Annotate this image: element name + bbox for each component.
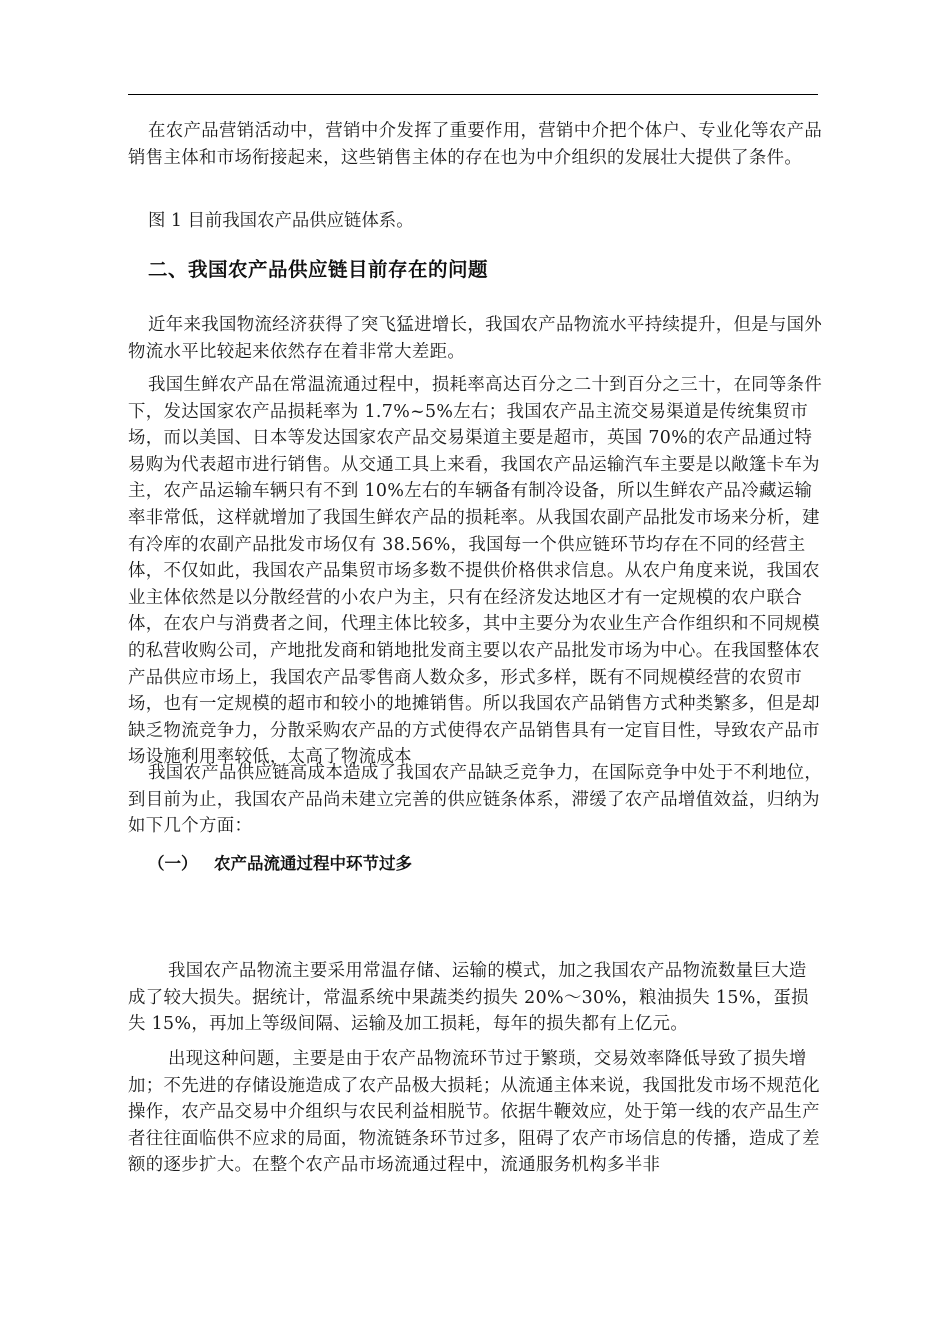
paragraph-1: 近年来我国物流经济获得了突飞猛进增长，我国农产品物流水平持续提升，但是与国外物流水平比较起来依然存在着非常大差距。 xyxy=(128,315,823,362)
section-heading: 二、我国农产品供应链目前存在的问题 xyxy=(148,258,489,281)
paragraph-2: 我国生鲜农产品在常温流通过程中，损耗率高达百分之二十到百分之三十，在同等条件下，发达国家农产品损耗率为 1.7%~5%左右；我国农产品主流交易渠道是传统集贸市场，而以美国、日本等发达国家农产品交易渠道主要是超市，英国 70%的农产品通过特易购为代表超市进行销售。从交通工具上来看，我国农产品运输汽车主要是以敞篷卡车为主，农产品运输车辆只有不到 10%左右的车辆备有制冷设备，所以生鲜农产品冷藏运输率非常低，这样就增加了我国生鲜农产品的损耗率。从我国农副产品批发市场来分析，建有冷库的农副产品批发市场仅有 38.56%，我国每一个供应链环节均存在不同的经营主体，不仅如此，我国农产品集贸市场多数不提供价格供求信息。从农户角度来说，我国农业主体依然是以分散经营的小农户为主，只有在经济发达地区才有一定规模的农户联合体，在农户与消费者之间，代理主体比较多，其中主要分为农业生产合作组织和不同规模的私营收购公司，产地批发商和销地批发商主要以农产品批发市场为中心。在我国整体农产品供应市场上，我国农产品零售商人数众多，形式多样，既有不同规模经营的农贸市场，也有一定规模的超市和较小的地摊销售。所以我国农产品销售方式种类繁多，但是却缺乏物流竞争力，分散采购农产品的方式使得农产品销售具有一定盲目性，导致农产品市场设施利用率较低，太高了物流成本 xyxy=(128,375,823,768)
intro-paragraph: 在农产品营销活动中，营销中介发挥了重要作用，营销中介把个体户、专业化等农产品销售主体和市场衔接起来，这些销售主体的存在也为中介组织的发展壮大提供了条件。 xyxy=(128,121,823,168)
subsection-number: （一） xyxy=(148,854,198,873)
header-rule xyxy=(128,94,818,95)
paragraph-3: 我国农产品供应链高成本造成了我国农产品缺乏竞争力，在国际竞争中处于不利地位，到目前为止，我国农产品尚未建立完善的供应链条体系，滞缓了农产品增值效益，归纳为如下几个方面： xyxy=(128,763,823,837)
paragraph-4: 我国农产品物流主要采用常温存储、运输的模式，加之我国农产品物流数量巨大造成了较大损失。据统计，常温系统中果蔬类约损失 20%～30%，粮油损失 15%，蛋损失 15%，再加上等级间隔、运输及加工损耗，每年的损失都有上亿元。 xyxy=(128,961,809,1035)
figure-caption: 图 1 目前我国农产品供应链体系。 xyxy=(148,211,414,231)
subsection-heading xyxy=(148,850,412,874)
paragraph-5: 出现这种问题，主要是由于农产品物流环节过于繁琐，交易效率降低导致了损失增加；不先进的存储设施造成了农产品极大损耗；从流通主体来说，我国批发市场不规范化操作，农产品交易中介组织与农民利益相脱节。依据牛鞭效应，处于第一线的农产品生产者往往面临供不应求的局面，物流链条环节过多，阻碍了农产市场信息的传播，造成了差额的逐步扩大。在整个农产品市场流通过程中，流通服务机构多半非 xyxy=(128,1049,820,1176)
subsection-title: 农产品流通过程中环节过多 xyxy=(214,854,412,873)
